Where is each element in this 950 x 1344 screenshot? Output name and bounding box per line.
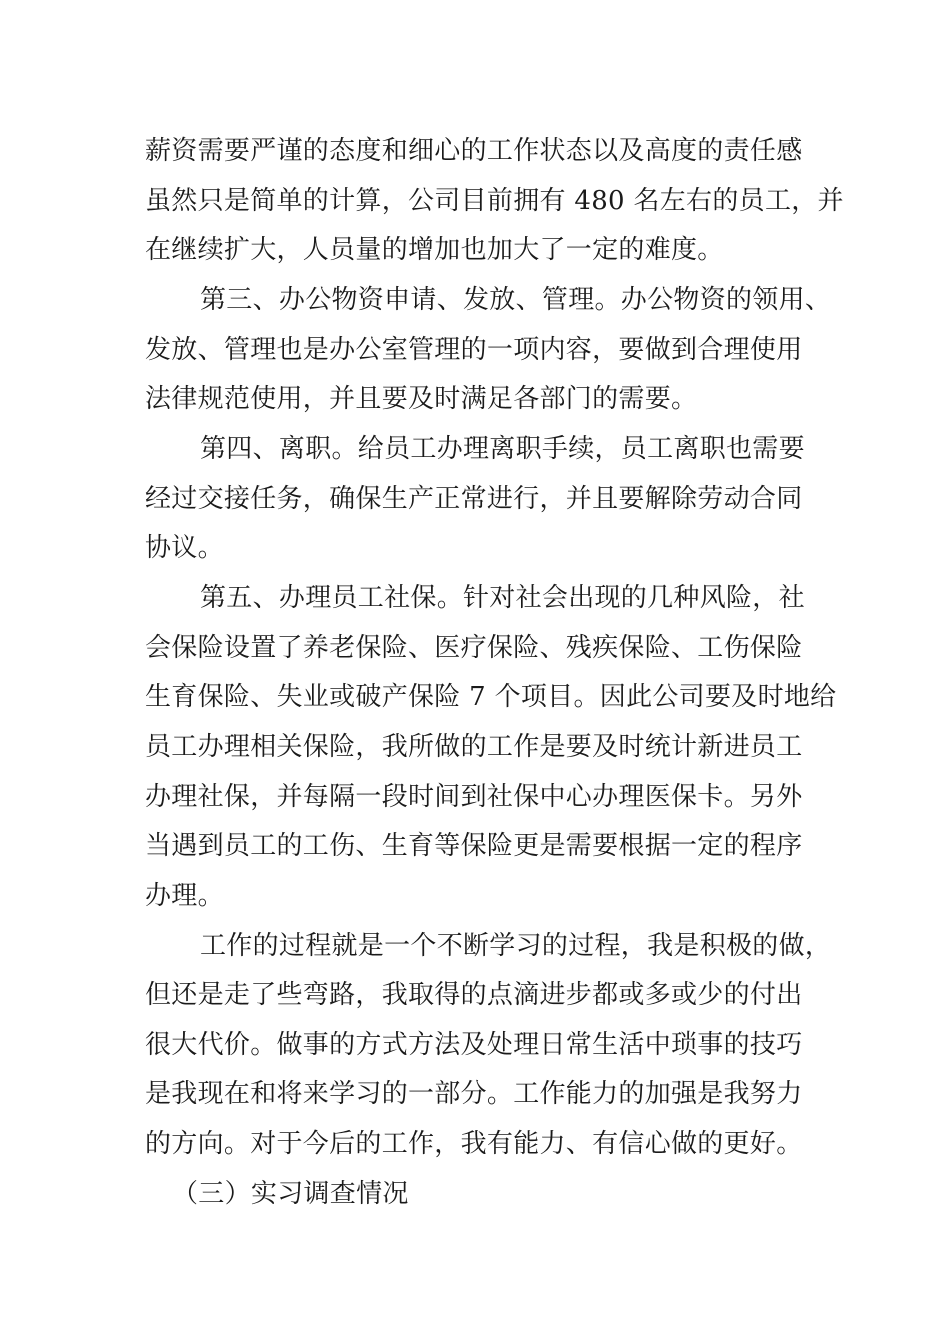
paragraph-5-line-3: 生育保险、失业或破产保险 7 个项目。因此公司要及时地给 [145, 682, 837, 712]
paragraph-6-line-5: 的方向。对于今后的工作，我有能力、有信心做的更好。 [145, 1129, 803, 1159]
paragraph-4-line-3: 协议。 [145, 533, 224, 563]
paragraph-4-line-1: 第四、离职。给员工办理离职手续，员工离职也需要 [200, 434, 805, 464]
paragraph-3-line-3: 法律规范使用，并且要及时满足各部门的需要。 [145, 384, 698, 414]
section-heading: （三）实习调查情况 [172, 1179, 409, 1209]
text-line-3: 在继续扩大，人员量的增加也加大了一定的难度。 [145, 235, 724, 265]
paragraph-5-line-4: 员工办理相关保险，我所做的工作是要及时统计新进员工 [145, 732, 803, 762]
paragraph-5-line-5: 办理社保，并每隔一段时间到社保中心办理医保卡。另外 [145, 782, 803, 812]
paragraph-5-line-7: 办理。 [145, 881, 224, 911]
text-line-2: 虽然只是简单的计算，公司目前拥有 480 名左右的员工，并 [145, 186, 844, 216]
paragraph-6-line-3: 很大代价。做事的方式方法及处理日常生活中琐事的技巧 [145, 1030, 803, 1060]
paragraph-5-line-6: 当遇到员工的工伤、生育等保险更是需要根据一定的程序 [145, 831, 803, 861]
text-line-1: 薪资需要严谨的态度和细心的工作状态以及高度的责任感 [145, 136, 803, 166]
paragraph-5-line-2: 会保险设置了养老保险、医疗保险、残疾保险、工伤保险 [145, 633, 803, 663]
paragraph-6-line-4: 是我现在和将来学习的一部分。工作能力的加强是我努力 [145, 1079, 803, 1109]
paragraph-6-line-2: 但还是走了些弯路，我取得的点滴进步都或多或少的付出 [145, 980, 803, 1010]
paragraph-6-line-1: 工作的过程就是一个不断学习的过程，我是积极的做， [200, 931, 832, 961]
paragraph-5-line-1: 第五、办理员工社保。针对社会出现的几种风险，社 [200, 583, 805, 613]
paragraph-4-line-2: 经过交接任务，确保生产正常进行，并且要解除劳动合同 [145, 484, 803, 514]
paragraph-3-line-2: 发放、管理也是办公室管理的一项内容，要做到合理使用 [145, 335, 803, 365]
paragraph-3-line-1: 第三、办公物资申请、发放、管理。办公物资的领用、 [200, 285, 832, 315]
